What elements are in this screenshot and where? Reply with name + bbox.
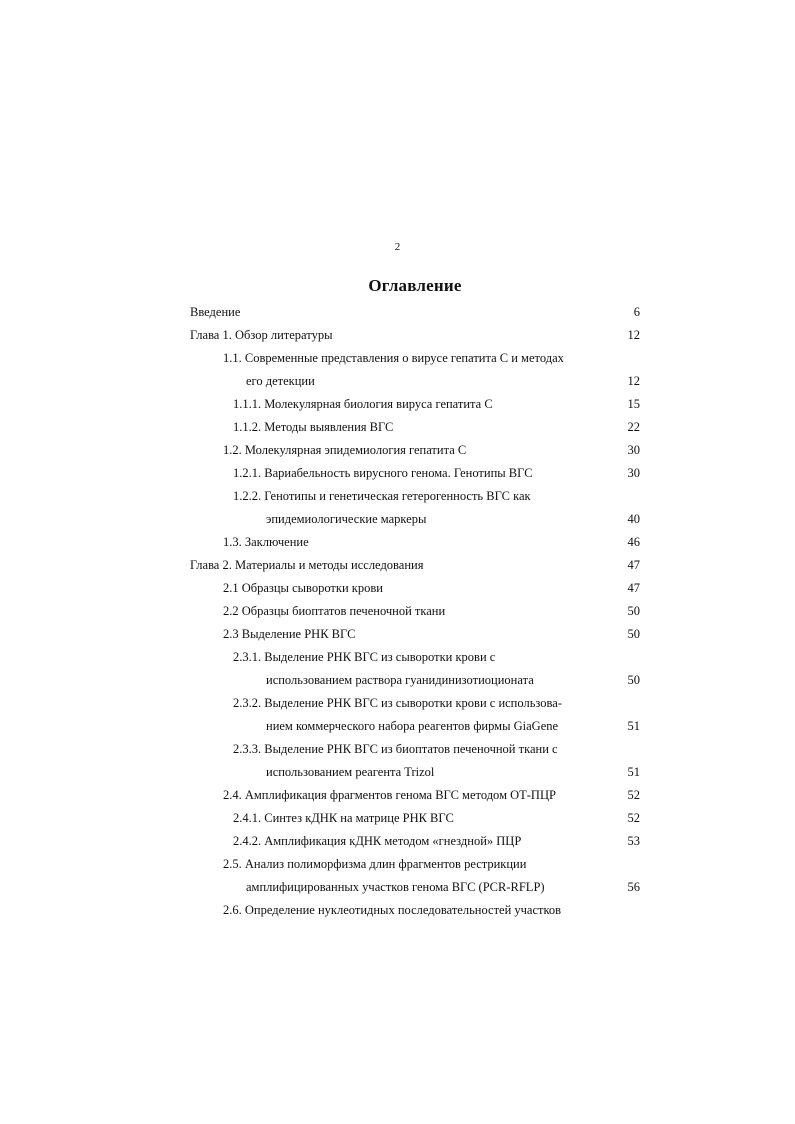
- toc-entry: [233, 465, 533, 481]
- toc-entry-label: 2.3 Выделение РНК ВГС: [223, 627, 356, 641]
- toc-page-ref: 50: [627, 673, 640, 687]
- toc-entry: [233, 741, 558, 757]
- toc-page-ref: 51: [627, 765, 640, 779]
- toc-page-ref: 56: [627, 880, 640, 894]
- toc-entry: [233, 419, 393, 435]
- toc-page-ref: 40: [627, 512, 640, 526]
- toc-entry-label: 2.4. Амплификация фрагментов генома ВГС методом ОТ-ПЦР: [223, 788, 556, 802]
- toc-page-ref: 46: [627, 535, 640, 549]
- toc-page-ref: 47: [627, 581, 640, 595]
- toc-entry: [190, 557, 423, 573]
- toc-entry-label: 2.4.2. Амплификация кДНК методом «гнездной» ПЦР: [233, 834, 522, 848]
- toc-entry-label: 1.1.2. Методы выявления ВГС: [233, 420, 394, 434]
- toc-entry-label: использованием раствора гуанидинизотиоционата: [266, 673, 534, 687]
- toc-entry: [190, 327, 332, 343]
- toc-entry-label: нием коммерческого набора реагентов фирмы GiaGene: [266, 719, 559, 733]
- toc-entry: [266, 511, 426, 527]
- toc-page-ref: 52: [627, 811, 640, 825]
- toc-entry-label: 2.1 Образцы сыворотки крови: [223, 581, 383, 595]
- toc-entry: [266, 672, 534, 688]
- toc-entry: [233, 695, 562, 711]
- toc-page-ref: 12: [627, 328, 640, 342]
- page-number: 2: [394, 241, 401, 253]
- toc-page-ref: 52: [627, 788, 640, 802]
- toc-entry: [223, 603, 445, 619]
- toc-entry: [223, 580, 383, 596]
- toc-entry: [246, 879, 545, 895]
- toc-entry-label: 2.3.2. Выделение РНК ВГС из сыворотки крови с использова-: [233, 696, 562, 710]
- toc-entry-label: 2.5. Анализ полиморфизма длин фрагментов рестрикции: [223, 857, 527, 871]
- toc-entry: [223, 350, 564, 366]
- toc-entry-label: Глава 2. Материалы и методы исследования: [190, 558, 424, 572]
- toc-page-ref: 6: [633, 305, 640, 319]
- toc-entry-label: 2.6. Определение нуклеотидных последовательностей участков: [223, 903, 562, 917]
- toc-page-ref: 53: [627, 834, 640, 848]
- toc-entry-label: амплифицированных участков генома ВГС (PCR-RFLP): [246, 880, 545, 894]
- toc-entry: [266, 764, 434, 780]
- toc-entry: [233, 810, 454, 826]
- toc-page-ref: 15: [627, 397, 640, 411]
- toc-entry: [223, 534, 309, 550]
- toc-page-ref: 50: [627, 627, 640, 641]
- toc-page-ref: 22: [627, 420, 640, 434]
- toc-entry: [233, 488, 531, 504]
- toc-entry: [223, 856, 526, 872]
- toc-entry: [266, 718, 558, 734]
- toc-entry: [246, 373, 315, 389]
- toc-entry: [190, 304, 240, 320]
- toc-entry: [223, 902, 561, 918]
- toc-entry-label: 2.2 Образцы биоптатов печеночной ткани: [223, 604, 446, 618]
- toc-entry: [233, 649, 495, 665]
- toc-entry-label: 1.2.1. Вариабельность вирусного генома. Генотипы ВГС: [233, 466, 533, 480]
- toc-page-ref: 47: [627, 558, 640, 572]
- toc-entry: [233, 833, 521, 849]
- page-title: Оглавление: [368, 276, 462, 295]
- toc-entry: [223, 787, 556, 803]
- toc-entry-label: 2.4.1. Синтез кДНК на матрице РНК ВГС: [233, 811, 454, 825]
- toc-entry-label: 2.3.1. Выделение РНК ВГС из сыворотки крови с: [233, 650, 496, 664]
- toc-entry: [223, 626, 355, 642]
- toc-page-ref: 51: [627, 719, 640, 733]
- toc-page-ref: 12: [627, 374, 640, 388]
- toc-page-ref: 30: [627, 443, 640, 457]
- toc-entry-label: его детекции: [246, 374, 315, 388]
- toc-page-ref: 50: [627, 604, 640, 618]
- toc-entry-label: 1.2.2. Генотипы и генетическая гетерогенность ВГС как: [233, 489, 531, 503]
- toc-entry-label: использованием реагента Trizol: [266, 765, 435, 779]
- toc-entry-label: 1.2. Молекулярная эпидемиология гепатита С: [223, 443, 467, 457]
- toc-entry-label: эпидемиологические маркеры: [266, 512, 427, 526]
- toc-entry: [233, 396, 493, 412]
- toc-entry-label: 1.1. Современные представления о вирусе гепатита С и методах: [223, 351, 564, 365]
- toc-entry-label: 1.3. Заключение: [223, 535, 309, 549]
- toc-entry: [223, 442, 466, 458]
- toc-entry-label: Введение: [190, 305, 241, 319]
- toc-entry-label: 1.1.1. Молекулярная биология вируса гепатита С: [233, 397, 493, 411]
- toc-page-ref: 30: [627, 466, 640, 480]
- toc-entry-label: 2.3.3. Выделение РНК ВГС из биоптатов печеночной ткани с: [233, 742, 558, 756]
- toc-entry-label: Глава 1. Обзор литературы: [190, 328, 333, 342]
